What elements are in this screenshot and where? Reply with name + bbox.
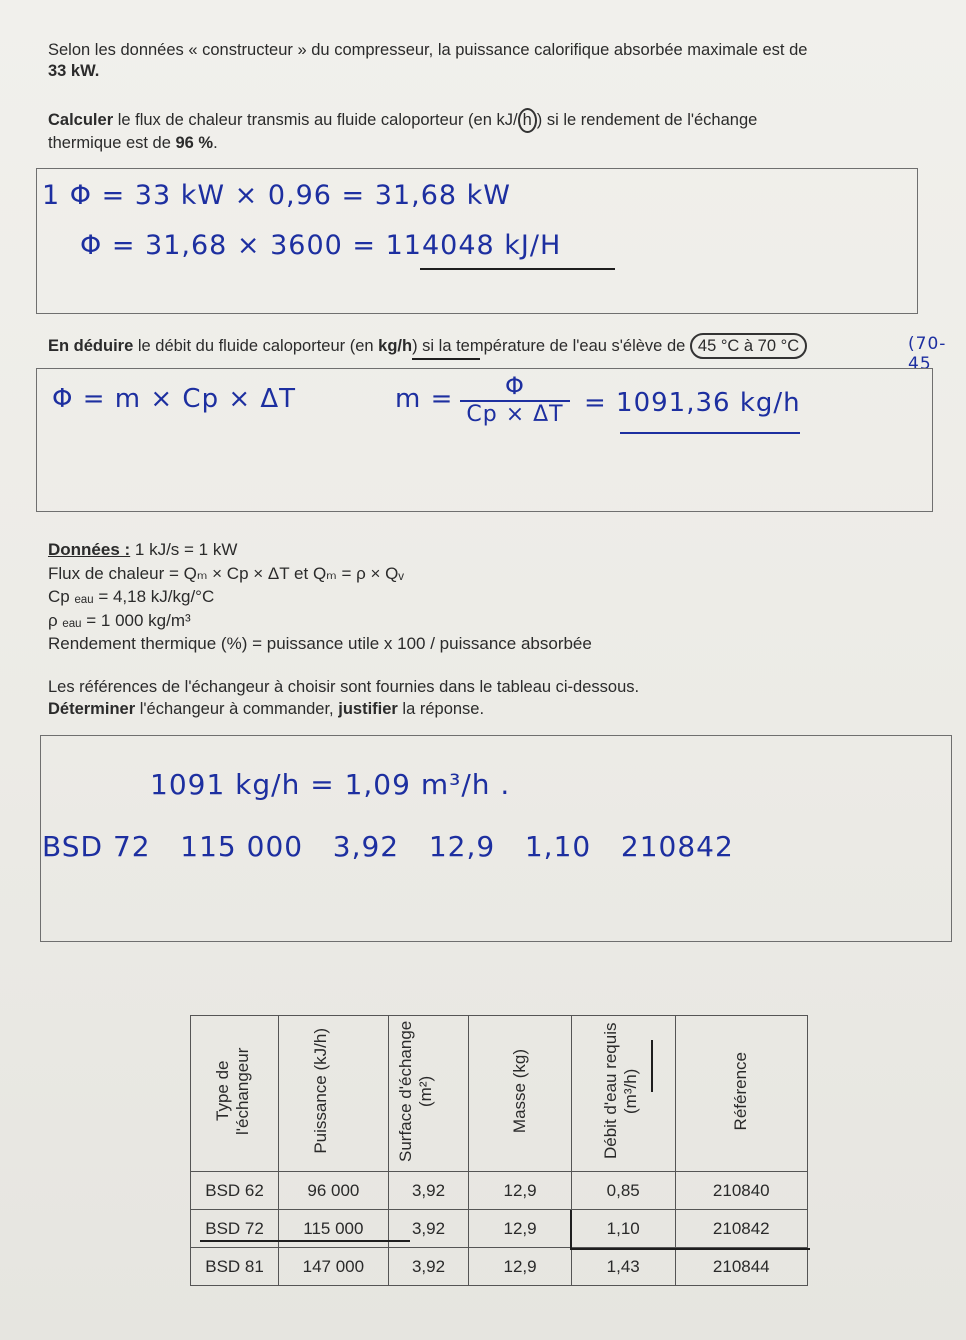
cell-mass: 12,9 bbox=[469, 1210, 572, 1248]
table-header-reference bbox=[675, 1016, 807, 1172]
answer-2-underline bbox=[620, 432, 800, 434]
cell-surface: 3,92 bbox=[388, 1172, 469, 1210]
header-flow-label: Débit d'eau requis (m³/h) bbox=[601, 1022, 641, 1160]
header-surface-label: Surface d'échange (m²) bbox=[396, 1020, 436, 1162]
answer-3-line-1: 1091 kg/h = 1,09 m³/h . bbox=[150, 768, 511, 801]
q1-circled-h: h bbox=[518, 108, 537, 133]
selection-mark-right bbox=[570, 1248, 810, 1250]
cell-type: BSD 62 bbox=[191, 1172, 279, 1210]
question-3 bbox=[48, 676, 928, 720]
answer-2-fraction bbox=[460, 372, 570, 427]
q2-text-a: le débit du fluide caloporteur (en bbox=[133, 337, 379, 355]
question-1 bbox=[48, 108, 928, 154]
cell-reference: 210842 bbox=[675, 1210, 807, 1248]
selection-mark-bracket bbox=[570, 1210, 572, 1250]
q1-line2-c: . bbox=[213, 134, 218, 152]
q1-text-a: le flux de chaleur transmis au fluide caloporteur (en bbox=[113, 111, 497, 129]
answer-2-denominator: Cp × ΔT bbox=[466, 402, 564, 427]
selection-mark-left bbox=[200, 1240, 410, 1242]
data-section bbox=[48, 538, 928, 656]
table-header-surface bbox=[388, 1016, 469, 1172]
data-cp: Cp ₑₐᵤ = 4,18 kJ/kg/°C bbox=[48, 587, 215, 606]
cell-surface: 3,92 bbox=[388, 1210, 469, 1248]
cell-power: 96 000 bbox=[279, 1172, 389, 1210]
header-power-label: Puissance (kJ/h) bbox=[311, 1028, 331, 1154]
cell-type: BSD 72 bbox=[191, 1210, 279, 1248]
intro-text bbox=[48, 40, 938, 82]
cell-mass: 12,9 bbox=[469, 1172, 572, 1210]
q1-verb: Calculer bbox=[48, 111, 114, 129]
answer-3-line-2: BSD 72 115 000 3,92 12,9 1,10 210842 bbox=[42, 830, 734, 863]
table-header-power bbox=[279, 1016, 389, 1172]
q2-margin-note: (70-45 bbox=[908, 334, 947, 374]
question-2 bbox=[48, 336, 966, 357]
data-flux: Flux de chaleur = Qₘ × Cp × ΔT et Qₘ = ρ × Qᵥ bbox=[48, 563, 404, 583]
exchanger-table bbox=[190, 1015, 808, 1286]
cell-flow: 1,10 bbox=[571, 1210, 675, 1248]
cell-surface: 3,92 bbox=[388, 1248, 469, 1286]
answer-2-formula: Φ = m × Cp × ΔT bbox=[52, 384, 297, 414]
cell-power: 115 000 bbox=[279, 1210, 389, 1248]
q3-verb: Déterminer bbox=[48, 700, 136, 718]
q2-unit: kg/h bbox=[378, 337, 413, 355]
cell-type: BSD 81 bbox=[191, 1248, 279, 1286]
cell-reference: 210844 bbox=[675, 1248, 807, 1286]
q1-text-b: ) si le rendement de l'échange bbox=[536, 111, 758, 129]
data-rendement: Rendement thermique (%) = puissance utile x 100 / puissance absorbée bbox=[48, 634, 592, 653]
q1-efficiency: 96 % bbox=[175, 134, 214, 152]
q2-temps: 45 °C à 70 °C bbox=[690, 333, 807, 359]
cell-mass: 12,9 bbox=[469, 1248, 572, 1286]
q2-verb: En déduire bbox=[48, 337, 134, 355]
table-header-mass bbox=[469, 1016, 572, 1172]
answer-1-underline bbox=[420, 268, 615, 270]
header-reference-label: Référence bbox=[731, 1051, 751, 1131]
answer-2-numerator: Φ bbox=[460, 372, 570, 402]
q1-line2-a: thermique est de bbox=[48, 134, 176, 152]
answer-2-m-label: m = bbox=[395, 384, 454, 414]
data-title-rest: 1 kJ/s = 1 kW bbox=[130, 540, 238, 559]
q2-unit-underline bbox=[412, 358, 480, 360]
data-title: Données : bbox=[48, 540, 131, 559]
q3-line-1: Les références de l'échangeur à choisir sont fournies dans le tableau ci-dessous. bbox=[48, 678, 640, 696]
cell-reference: 210840 bbox=[675, 1172, 807, 1210]
data-rho: ρ ₑₐᵤ = 1 000 kg/m³ bbox=[48, 610, 191, 630]
answer-2-result: = 1091,36 kg/h bbox=[584, 388, 801, 418]
table-header-flow bbox=[571, 1016, 675, 1172]
q2-text-b: ) si la température de l'eau s'élève de bbox=[412, 337, 690, 355]
q3-text-b: la réponse. bbox=[397, 700, 485, 718]
table-header-type bbox=[191, 1016, 279, 1172]
cell-flow: 0,85 bbox=[571, 1172, 675, 1210]
answer-1-line-2: Φ = 31,68 × 3600 = 114048 kJ/H bbox=[80, 230, 562, 261]
answer-1-line-1: 1 Φ = 33 kW × 0,96 = 31,68 kW bbox=[42, 180, 511, 211]
cell-power: 147 000 bbox=[279, 1248, 389, 1286]
intro-line-2: 33 kW. bbox=[48, 62, 100, 80]
header-mass-label: Masse (kg) bbox=[510, 1048, 530, 1134]
header-pen-mark bbox=[651, 1040, 653, 1092]
q3-verb-2: justifier bbox=[338, 700, 398, 718]
table-header-row bbox=[191, 1016, 808, 1172]
table-row bbox=[191, 1248, 808, 1286]
header-type-label: Type de l'échangeur bbox=[212, 1047, 252, 1135]
q1-unit-a: kJ/ bbox=[496, 111, 518, 129]
q3-text-a: l'échangeur à commander, bbox=[135, 700, 339, 718]
intro-line-1: Selon les données « constructeur » du compresseur, la puissance calorifique absorbée maximale est de bbox=[48, 41, 808, 59]
cell-flow: 1,43 bbox=[571, 1248, 675, 1286]
table-row bbox=[191, 1172, 808, 1210]
